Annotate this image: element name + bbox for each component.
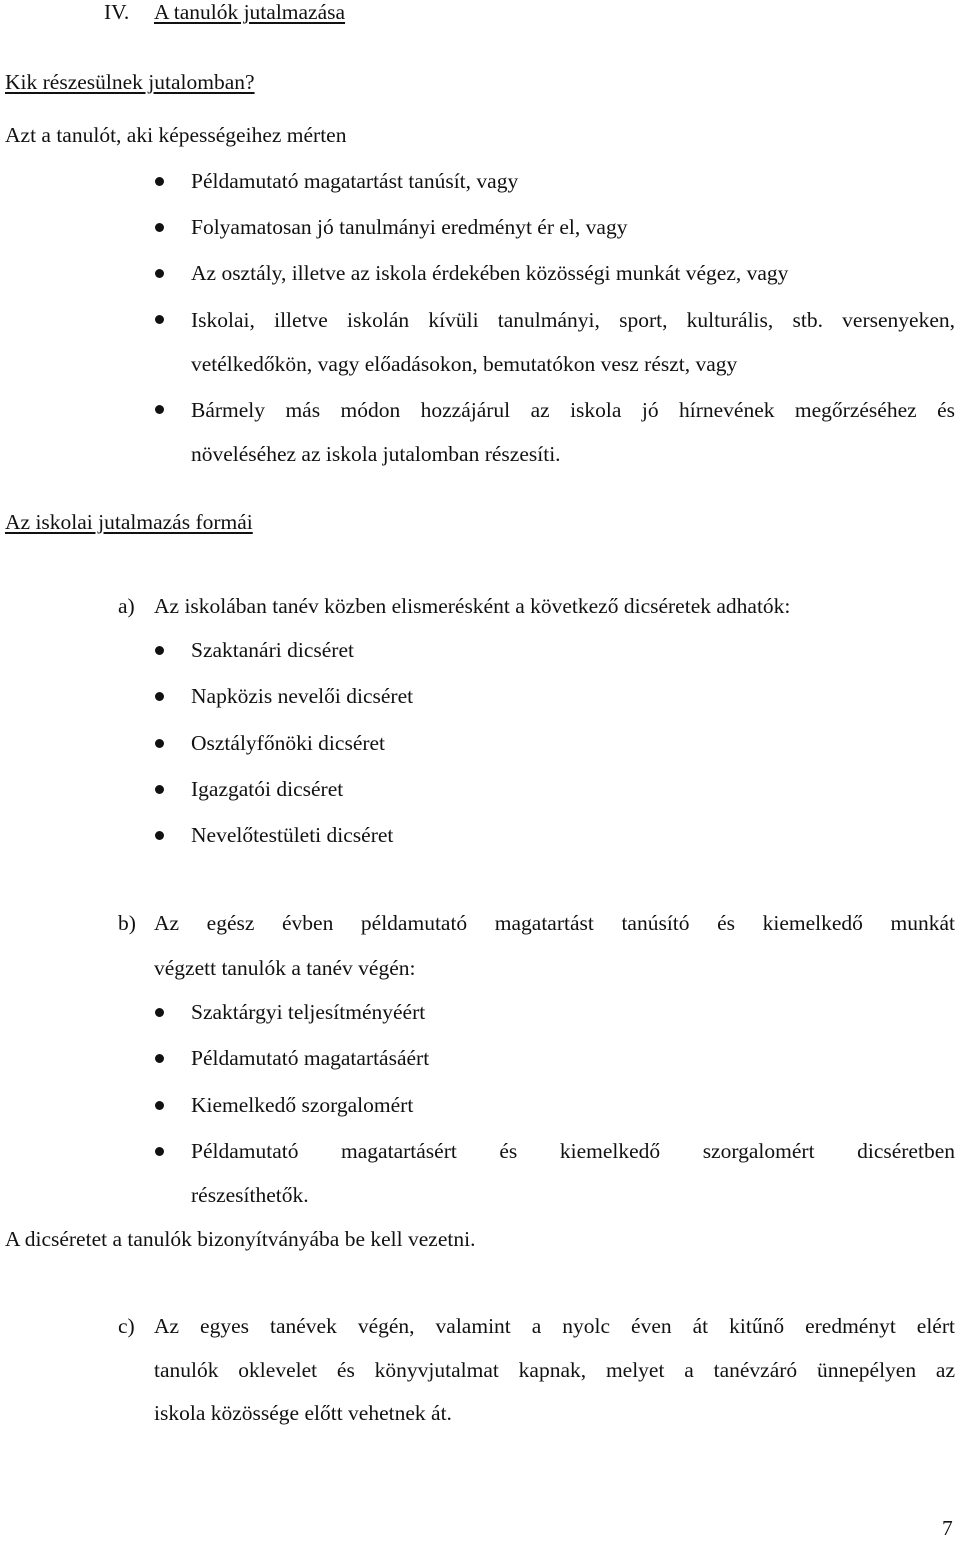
list-item: Példamutató magatartást tanúsít, vagy <box>191 169 519 193</box>
item-c-text-continuation: tanulók oklevelet és könyvjutalmat kapnak, melyet a tanévzáró ünnepélyen az <box>154 1358 955 1382</box>
page-number: 7 <box>942 1516 953 1540</box>
bullet-icon <box>155 739 164 748</box>
bullet-icon <box>155 1147 164 1156</box>
item-a-text: Az iskolában tanév közben elismerésként a következő dicséretek adhatók: <box>154 594 791 618</box>
list-item: Bármely más módon hozzájárul az iskola jó hírnevének megőrzéséhez és <box>191 398 955 422</box>
bullet-icon <box>155 1054 164 1063</box>
list-item: Példamutató magatartásért és kiemelkedő szorgalomért dicséretben <box>191 1139 955 1163</box>
item-b-text: Az egész évben példamutató magatartást tanúsító és kiemelkedő munkát <box>154 911 955 935</box>
list-item-continuation: részesíthetők. <box>191 1183 309 1207</box>
list-item: Iskolai, illetve iskolán kívüli tanulmányi, sport, kulturális, stb. versenyeken, <box>191 308 955 332</box>
who-intro: Azt a tanulót, aki képességeihez mérten <box>5 123 347 147</box>
list-item-continuation: növeléséhez az iskola jutalomban részesíti. <box>191 442 561 466</box>
who-heading: Kik részesülnek jutalomban? <box>5 70 255 94</box>
forms-heading: Az iskolai jutalmazás formái <box>5 510 253 534</box>
item-b-marker: b) <box>118 911 136 935</box>
list-item: Napközis nevelői dicséret <box>191 684 414 708</box>
bullet-icon <box>155 1008 164 1017</box>
section-number: IV. <box>104 0 130 24</box>
note-text: A dicséretet a tanulók bizonyítványába be kell vezetni. <box>5 1227 476 1251</box>
list-item: Osztályfőnöki dicséret <box>191 731 386 755</box>
item-c-text-continuation: iskola közössége előtt vehetnek át. <box>154 1401 452 1425</box>
list-item: Szaktárgyi teljesítményéért <box>191 1000 426 1024</box>
bullet-icon <box>155 692 164 701</box>
bullet-icon <box>155 177 164 186</box>
list-item: Nevelőtestületi dicséret <box>191 823 394 847</box>
list-item: Szaktanári dicséret <box>191 638 354 662</box>
bullet-icon <box>155 785 164 794</box>
list-item: Az osztály, illetve az iskola érdekében közösségi munkát végez, vagy <box>191 261 789 285</box>
list-item: Folyamatosan jó tanulmányi eredményt ér el, vagy <box>191 215 628 239</box>
bullet-icon <box>155 405 164 414</box>
item-c-text: Az egyes tanévek végén, valamint a nyolc éven át kitűnő eredményt elért <box>154 1314 955 1338</box>
list-item-continuation: vetélkedőkön, vagy előadásokon, bemutatókon vesz részt, vagy <box>191 352 738 376</box>
bullet-icon <box>155 269 164 278</box>
bullet-icon <box>155 1101 164 1110</box>
bullet-icon <box>155 646 164 655</box>
bullet-icon <box>155 831 164 840</box>
section-title: A tanulók jutalmazása <box>154 0 346 24</box>
list-item: Példamutató magatartásáért <box>191 1046 430 1070</box>
item-a-marker: a) <box>118 594 135 618</box>
bullet-icon <box>155 223 164 232</box>
item-c-marker: c) <box>118 1314 135 1338</box>
list-item: Igazgatói dicséret <box>191 777 344 801</box>
bullet-icon <box>155 315 164 324</box>
item-b-text-continuation: végzett tanulók a tanév végén: <box>154 956 416 980</box>
list-item: Kiemelkedő szorgalomért <box>191 1093 414 1117</box>
